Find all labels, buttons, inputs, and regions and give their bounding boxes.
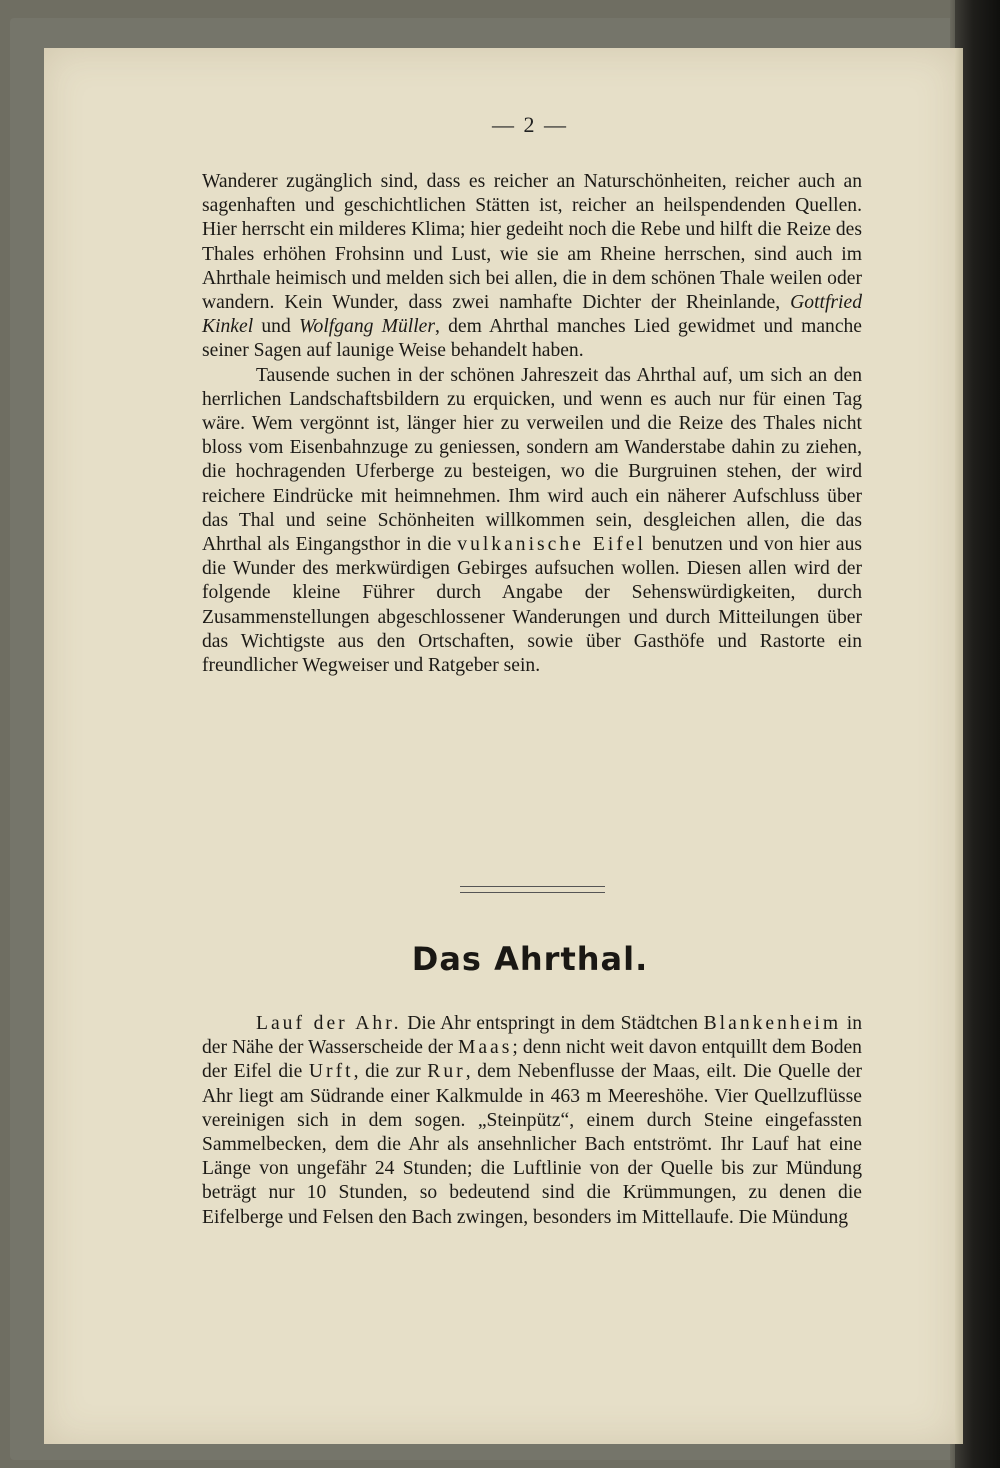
spaced-term: Rur <box>427 1061 466 1083</box>
spaced-term: vulkanische Eifel <box>457 534 646 556</box>
section-heading: Das Ahrthal. <box>411 940 649 978</box>
paragraph <box>202 170 862 364</box>
text-run: , dem Nebenflusse der Maas, eilt. Die Quelle der Ahr liegt am Südrande einer Kalkmulde in 463 m Meereshöhe. Vier Quellzuflüsse vereinigen sich in dem sogen. „Steinpütz“, einem durch Steine eingefassten Sammelbecken, dem die Ahr als ansehnlicher Bach entströmt. Ihr Lauf hat eine Länge von ungefähr 24 Stunden; die Luftlinie von der Quelle bis zur Mündung beträgt nur 10 Stunden, so bedeutend sind die Krümmungen, zu denen die Eifelberge und Felsen den Bach zwingen, besonders im Mittellaufe. Die Mündung <box>202 1061 862 1228</box>
italic-name: Gottfried Kinkel <box>202 292 862 338</box>
spaced-term: Maas <box>457 1037 513 1059</box>
text-run: Die Ahr entspringt in dem Städtchen <box>401 1013 704 1034</box>
spaced-term: Blankenheim <box>703 1013 842 1034</box>
body-text-bottom <box>202 1012 862 1230</box>
page-number: — 2 — <box>492 112 568 137</box>
text-run: , die zur <box>353 1061 428 1083</box>
spaced-term: Lauf der Ahr. <box>256 1013 402 1034</box>
text-run: benutzen und von hier aus die Wunder des merkwürdigen Gebirges aufsuchen wollen. Diesen allen wird der folgende kleine Führer durch Angabe der Sehenswürdigkeiten, durch Zusammenstellungen abgeschlossener Wanderungen und durch Mitteilungen über das Wichtigste aus den Ortschaften, sowie über Gasthöfe und Rastorte ein freundlicher Wegweiser und Ratgeber sein. <box>202 534 862 677</box>
body-text-top <box>202 170 862 678</box>
paragraph <box>202 364 862 679</box>
text-run: in der Nähe der Wasserscheide der <box>202 1013 863 1059</box>
section-divider-rule <box>460 886 605 893</box>
text-run: Tausende suchen in der schönen Jahreszeit das Ahrthal auf, um sich an den herrlichen Landschaftsbildern zu erquicken, und wenn es auch nur für einen Tag wäre. Wem vergönnt ist, länger hier zu verweilen und die Reize des Thales nicht bloss vom Eisenbahnzuge zu geniessen, sondern am Wanderstabe dahin zu ziehen, die hochragenden Uferberge zu besteigen, wo die Burgruinen stehen, der wird reichere Eindrücke mit heimnehmen. Ihm wird auch ein näherer Aufschluss über das Thal und seine Schönheiten willkommen sein, desgleichen allen, die das Ahrthal als Eingangsthor in die <box>202 364 862 556</box>
page-edge <box>955 48 963 1444</box>
italic-name: Wolfgang Müller <box>299 316 435 338</box>
text-run: und <box>253 316 300 338</box>
text-run: Wanderer zugänglich sind, dass es reicher an Naturschönheiten, reicher auch an sagenhaften und geschichtlichen Stätten ist, reicher an heilspendenden Quellen. Hier herrscht ein milderes Klima; hier gedeiht noch die Rebe und hilft die Reize des Thales erhöhen Frohsinn und Lust, wie sie am Rheine herrschen, sind auch im Ahrthale heimisch und melden sich bei allen, die in dem schönen Thale weilen oder wandern. Kein Wunder, dass zwei namhafte Dichter der Rheinlande, <box>202 171 862 314</box>
text-run: ; denn nicht weit davon entquillt dem Boden der Eifel die <box>202 1037 862 1083</box>
text-run: , dem Ahrthal manches Lied gewidmet und manche seiner Sagen auf launige Weise behandelt haben. <box>202 316 863 362</box>
spaced-term: Urft <box>308 1061 354 1083</box>
paragraph <box>202 1012 862 1230</box>
